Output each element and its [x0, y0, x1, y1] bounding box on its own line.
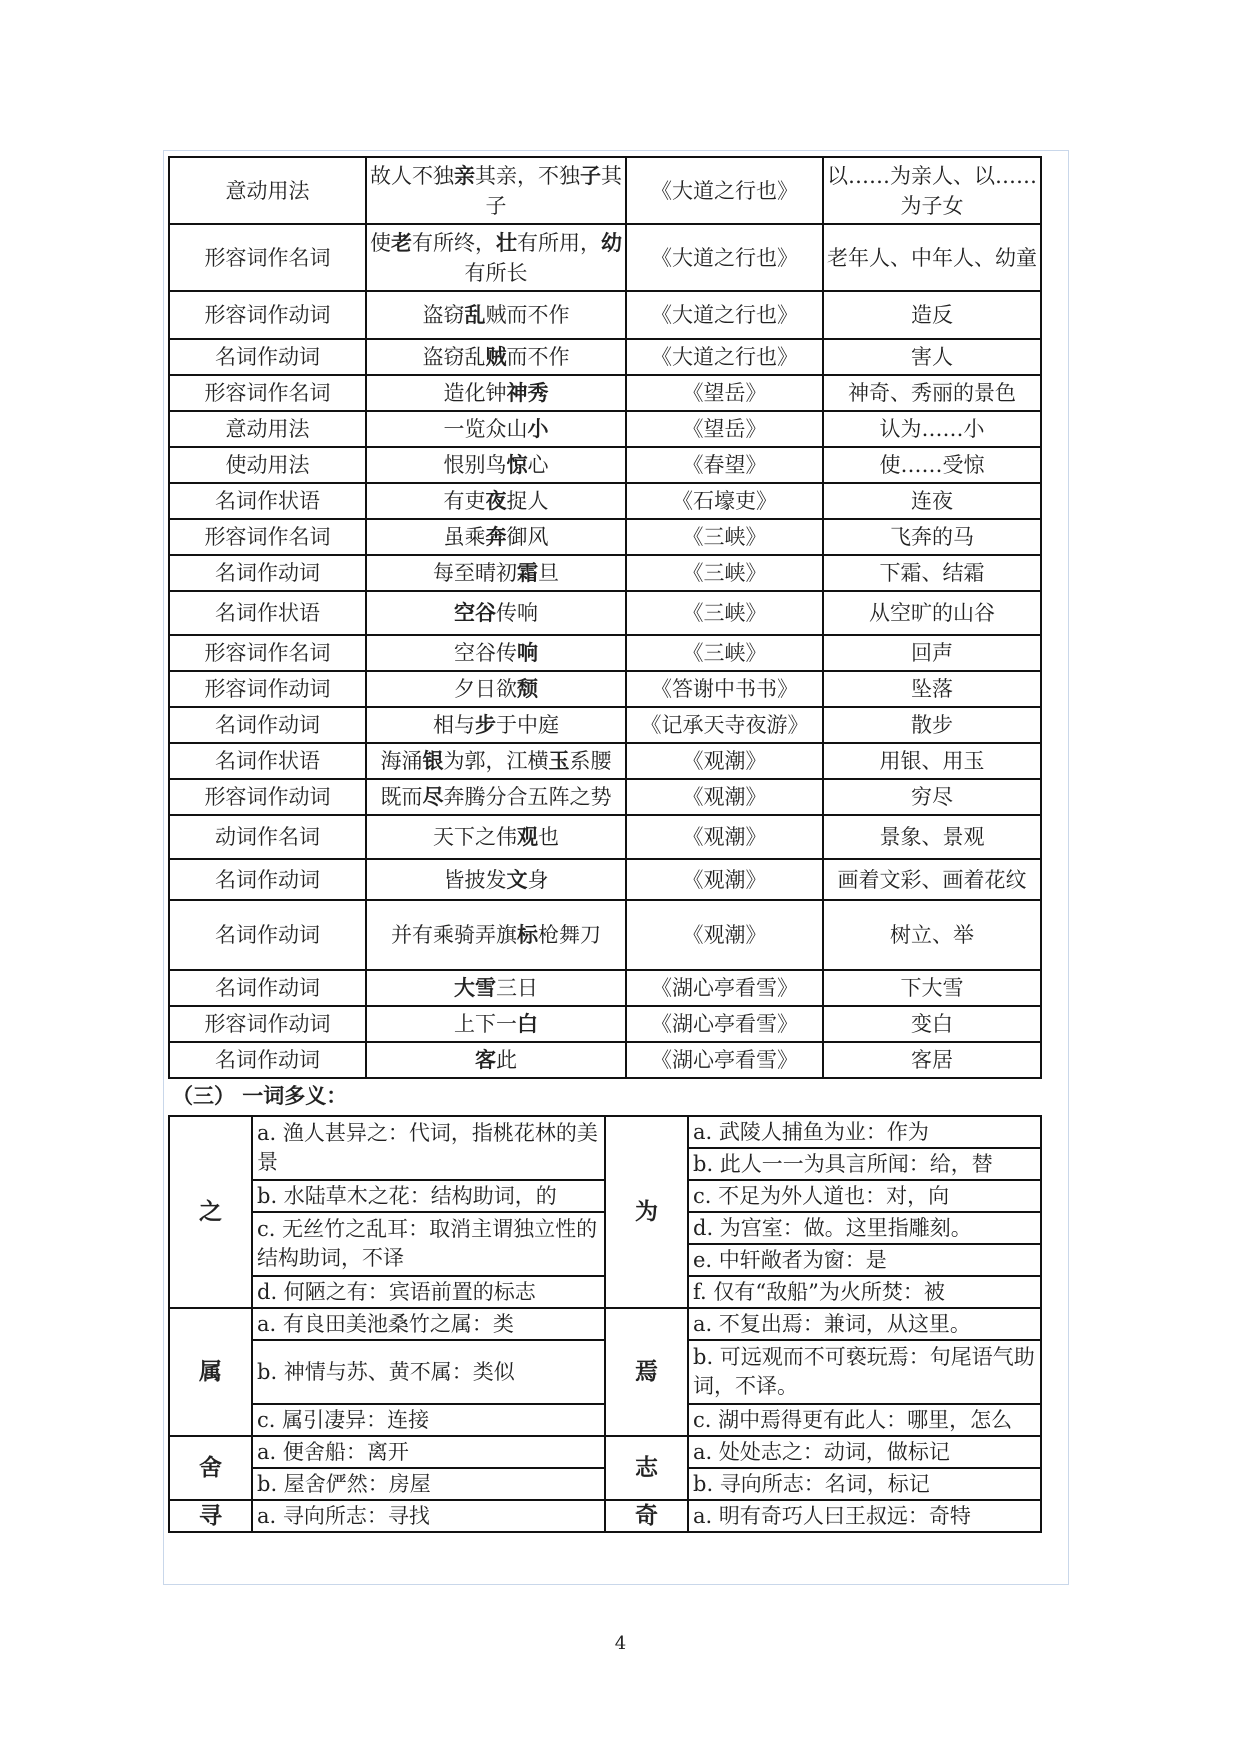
usage-text: 御风	[506, 525, 549, 549]
usage-keyword: 银	[422, 749, 444, 773]
usage-example	[366, 671, 626, 707]
usage-example	[366, 1006, 626, 1042]
usage-text: 空谷传	[454, 641, 517, 665]
usage-example	[366, 815, 626, 859]
usage-source: 《大道之行也》	[626, 157, 823, 224]
usage-meaning: 回声	[823, 635, 1041, 671]
usage-keyword: 尽	[422, 785, 444, 809]
usage-meaning: 坠落	[823, 671, 1041, 707]
usage-row	[169, 1042, 1041, 1078]
usage-meaning: 下大雪	[823, 970, 1041, 1006]
usage-type: 意动用法	[169, 157, 366, 224]
usage-type: 动词作名词	[169, 815, 366, 859]
usage-text: 盗窃	[422, 303, 465, 327]
polysemy-item: b. 神情与苏、黄不属：类似	[252, 1340, 605, 1404]
usage-text: 既而	[380, 785, 423, 809]
usage-source: 《大道之行也》	[626, 224, 823, 291]
usage-source: 《湖心亭看雪》	[626, 1042, 823, 1078]
usage-type: 名词作状语	[169, 591, 366, 635]
usage-meaning: 以……为亲人、以……为子女	[823, 157, 1041, 224]
usage-text: 旦	[538, 561, 559, 585]
usage-row	[169, 157, 1041, 224]
usage-type: 名词作动词	[169, 707, 366, 743]
usage-meaning: 穷尽	[823, 779, 1041, 815]
usage-text: 其亲，不独	[475, 163, 580, 188]
usage-type: 形容词作动词	[169, 1006, 366, 1042]
usage-keyword: 白	[517, 1012, 538, 1036]
usage-text: 此	[496, 1048, 517, 1072]
usage-row	[169, 519, 1041, 555]
usage-type: 形容词作名词	[169, 375, 366, 411]
usage-text: 为郭，江横	[443, 749, 549, 773]
usage-text: 贼而不作	[485, 303, 570, 327]
usage-row	[169, 447, 1041, 483]
usage-meaning: 树立、举	[823, 900, 1041, 970]
usage-row	[169, 1006, 1041, 1042]
usage-row	[169, 671, 1041, 707]
usage-example	[366, 291, 626, 339]
usage-source: 《观潮》	[626, 859, 823, 900]
usage-source: 《观潮》	[626, 779, 823, 815]
usage-text: 盗窃乱	[422, 345, 486, 369]
usage-text: 并有乘骑弄旗	[391, 923, 517, 947]
usage-keyword: 客	[475, 1048, 496, 1072]
usage-type: 名词作状语	[169, 743, 366, 779]
polysemy-item: a. 武陵人捕鱼为业：作为	[688, 1116, 1041, 1148]
usage-row	[169, 779, 1041, 815]
usage-meaning: 认为……小	[823, 411, 1041, 447]
usage-text: 上下一	[454, 1012, 517, 1036]
usage-text: 有所终，	[412, 230, 496, 255]
usage-type: 名词作动词	[169, 339, 366, 375]
usage-meaning: 景象、景观	[823, 815, 1041, 859]
usage-keyword: 小	[527, 417, 549, 441]
usage-example	[366, 591, 626, 635]
usage-source: 《大道之行也》	[626, 339, 823, 375]
usage-text: 相与	[433, 713, 475, 737]
usage-meaning: 下霜、结霜	[823, 555, 1041, 591]
usage-keyword: 神秀	[506, 381, 549, 405]
usage-example	[366, 1042, 626, 1078]
usage-example	[366, 339, 626, 375]
polysemy-item: a. 便舍船：离开	[252, 1436, 605, 1468]
usage-source: 《答谢中书书》	[626, 671, 823, 707]
polysemy-item: d. 为宫室：做。这里指雕刻。	[688, 1212, 1041, 1244]
usage-meaning: 神奇、秀丽的景色	[823, 375, 1041, 411]
usage-row	[169, 224, 1041, 291]
usage-meaning: 客居	[823, 1042, 1041, 1078]
usage-text: 使	[370, 230, 391, 255]
polysemy-row	[169, 1436, 1041, 1468]
usage-table	[168, 156, 1042, 1079]
polysemy-item: a. 明有奇巧人曰王叔远：奇特	[688, 1500, 1041, 1532]
usage-type: 名词作状语	[169, 483, 366, 519]
usage-meaning: 连夜	[823, 483, 1041, 519]
usage-text: 身	[527, 867, 549, 892]
polysemy-item: c. 不足为外人道也：对，向	[688, 1180, 1041, 1212]
usage-keyword: 颓	[517, 677, 538, 701]
usage-row	[169, 591, 1041, 635]
usage-text: 传响	[496, 601, 538, 625]
usage-type: 名词作动词	[169, 1042, 366, 1078]
usage-example	[366, 970, 626, 1006]
usage-keyword: 霜	[517, 561, 538, 585]
usage-example	[366, 859, 626, 900]
polysemy-item: b. 水陆草木之花：结构助词，的	[252, 1180, 605, 1212]
polysemy-item: a. 有良田美池桑竹之属：类	[252, 1308, 605, 1340]
polysemy-row	[169, 1116, 1041, 1148]
usage-keyword: 标	[517, 923, 538, 947]
usage-example	[366, 779, 626, 815]
usage-type: 名词作动词	[169, 555, 366, 591]
usage-source: 《大道之行也》	[626, 291, 823, 339]
usage-keyword: 玉	[548, 749, 570, 773]
usage-source: 《三峡》	[626, 519, 823, 555]
usage-type: 意动用法	[169, 411, 366, 447]
usage-keyword: 空谷	[454, 601, 496, 625]
usage-row	[169, 339, 1041, 375]
usage-row	[169, 707, 1041, 743]
usage-text: 天下之伟	[433, 825, 517, 849]
usage-source: 《湖心亭看雪》	[626, 970, 823, 1006]
usage-type: 名词作动词	[169, 970, 366, 1006]
usage-meaning: 变白	[823, 1006, 1041, 1042]
usage-keyword: 壮	[496, 230, 517, 255]
usage-text: 奔腾分合五阵之势	[443, 785, 612, 809]
usage-row	[169, 743, 1041, 779]
usage-text: 皆披发	[443, 867, 507, 892]
usage-source: 《观潮》	[626, 900, 823, 970]
usage-text: 虽乘	[443, 525, 486, 549]
usage-source: 《春望》	[626, 447, 823, 483]
usage-type: 使动用法	[169, 447, 366, 483]
usage-example	[366, 375, 626, 411]
usage-meaning: 飞奔的马	[823, 519, 1041, 555]
usage-source: 《湖心亭看雪》	[626, 1006, 823, 1042]
usage-source: 《三峡》	[626, 635, 823, 671]
usage-type: 形容词作名词	[169, 224, 366, 291]
usage-source: 《观潮》	[626, 815, 823, 859]
usage-type: 形容词作动词	[169, 291, 366, 339]
polysemy-item: a. 不复出焉：兼词，从这里。	[688, 1308, 1041, 1340]
usage-text: 捉人	[506, 489, 549, 513]
usage-source: 《三峡》	[626, 555, 823, 591]
usage-row	[169, 411, 1041, 447]
usage-row	[169, 859, 1041, 900]
usage-meaning: 害人	[823, 339, 1041, 375]
usage-row	[169, 635, 1041, 671]
polysemy-row	[169, 1308, 1041, 1340]
usage-row	[169, 900, 1041, 970]
usage-source: 《石壕吏》	[626, 483, 823, 519]
polysemy-item: a. 渔人甚异之：代词，指桃花林的美景	[252, 1116, 605, 1180]
usage-keyword: 大雪	[454, 976, 496, 1000]
usage-text: 心	[527, 453, 549, 477]
usage-row	[169, 970, 1041, 1006]
usage-example	[366, 555, 626, 591]
polysemy-item: e. 中轩敞者为窗：是	[688, 1244, 1041, 1276]
usage-text: 造化钟	[443, 381, 507, 405]
polysemy-item: b. 寻向所志：名词，标记	[688, 1468, 1041, 1500]
usage-keyword: 子	[580, 163, 601, 188]
usage-keyword: 奔	[485, 525, 507, 549]
polysemy-item: d. 何陋之有：宾语前置的标志	[252, 1276, 605, 1308]
usage-text: 也	[538, 825, 559, 849]
usage-example	[366, 447, 626, 483]
polysemy-char: 属	[169, 1308, 252, 1436]
usage-type: 形容词作动词	[169, 671, 366, 707]
usage-text: 有所用，	[517, 230, 601, 255]
usage-example	[366, 743, 626, 779]
usage-source: 《三峡》	[626, 591, 823, 635]
usage-keyword: 步	[475, 713, 496, 737]
usage-keyword: 响	[517, 641, 538, 665]
usage-type: 形容词作动词	[169, 779, 366, 815]
usage-meaning: 造反	[823, 291, 1041, 339]
usage-meaning: 使……受惊	[823, 447, 1041, 483]
polysemy-char: 寻	[169, 1500, 252, 1532]
usage-text: 三日	[496, 976, 538, 1000]
usage-example	[366, 635, 626, 671]
usage-keyword: 文	[506, 867, 528, 892]
usage-source: 《望岳》	[626, 411, 823, 447]
usage-text: 海涌	[380, 749, 423, 773]
usage-text: 有吏	[443, 489, 486, 513]
polysemy-char: 奇	[605, 1500, 688, 1532]
usage-text: 其子	[485, 163, 622, 218]
usage-type: 形容词作名词	[169, 635, 366, 671]
section-title: （三） 一词多义：	[172, 1084, 348, 1108]
usage-example	[366, 224, 626, 291]
usage-text: 而不作	[506, 345, 570, 369]
usage-row	[169, 375, 1041, 411]
usage-example	[366, 900, 626, 970]
polysemy-item: c. 无丝竹之乱耳：取消主谓独立性的结构助词，不译	[252, 1212, 605, 1276]
usage-keyword: 乱	[464, 303, 486, 327]
usage-source: 《望岳》	[626, 375, 823, 411]
polysemy-table	[168, 1115, 1042, 1533]
usage-keyword: 贼	[485, 345, 507, 369]
usage-type: 名词作动词	[169, 859, 366, 900]
usage-keyword: 幼	[601, 230, 622, 255]
usage-keyword: 观	[517, 825, 538, 849]
polysemy-item: f. 仅有“敌船”为火所焚：被	[688, 1276, 1041, 1308]
usage-text: 系腰	[569, 749, 612, 773]
usage-text: 恨别鸟	[443, 453, 507, 477]
polysemy-char: 之	[169, 1116, 252, 1308]
usage-meaning: 用银、用玉	[823, 743, 1041, 779]
usage-source: 《记承天寺夜游》	[626, 707, 823, 743]
usage-example	[366, 519, 626, 555]
usage-row	[169, 483, 1041, 519]
usage-text: 有所长	[464, 260, 528, 285]
usage-keyword: 老	[391, 230, 412, 255]
polysemy-char: 舍	[169, 1436, 252, 1500]
usage-meaning: 从空旷的山谷	[823, 591, 1041, 635]
usage-text: 于中庭	[496, 713, 559, 737]
usage-example	[366, 157, 626, 224]
usage-text: 每至晴初	[433, 561, 517, 585]
usage-type: 名词作动词	[169, 900, 366, 970]
usage-text: 枪舞刀	[538, 923, 601, 947]
usage-type: 形容词作名词	[169, 519, 366, 555]
usage-meaning: 画着文彩、画着花纹	[823, 859, 1041, 900]
usage-row	[169, 291, 1041, 339]
polysemy-item: b. 屋舍俨然：房屋	[252, 1468, 605, 1500]
page-number: 4	[614, 1633, 627, 1654]
usage-example	[366, 411, 626, 447]
polysemy-item: b. 可远观而不可亵玩焉：句尾语气助词，不译。	[688, 1340, 1041, 1404]
usage-row	[169, 815, 1041, 859]
polysemy-item: c. 属引凄异：连接	[252, 1404, 605, 1436]
usage-example	[366, 483, 626, 519]
usage-keyword: 亲	[454, 163, 475, 188]
usage-keyword: 惊	[506, 453, 528, 477]
usage-row	[169, 555, 1041, 591]
usage-example	[366, 707, 626, 743]
usage-keyword: 夜	[485, 489, 507, 513]
usage-source: 《观潮》	[626, 743, 823, 779]
polysemy-row	[169, 1500, 1041, 1532]
usage-meaning: 老年人、中年人、幼童	[823, 224, 1041, 291]
usage-text: 故人不独	[370, 163, 454, 188]
usage-meaning: 散步	[823, 707, 1041, 743]
usage-text: 夕日欲	[454, 677, 517, 701]
polysemy-char: 为	[605, 1116, 688, 1308]
usage-text: 一览众山	[443, 417, 528, 441]
polysemy-item: a. 寻向所志：寻找	[252, 1500, 605, 1532]
polysemy-item: c. 湖中焉得更有此人：哪里，怎么	[688, 1404, 1041, 1436]
polysemy-item: a. 处处志之：动词，做标记	[688, 1436, 1041, 1468]
polysemy-char: 焉	[605, 1308, 688, 1436]
polysemy-item: b. 此人一一为具言所闻：给，替	[688, 1148, 1041, 1180]
polysemy-char: 志	[605, 1436, 688, 1500]
